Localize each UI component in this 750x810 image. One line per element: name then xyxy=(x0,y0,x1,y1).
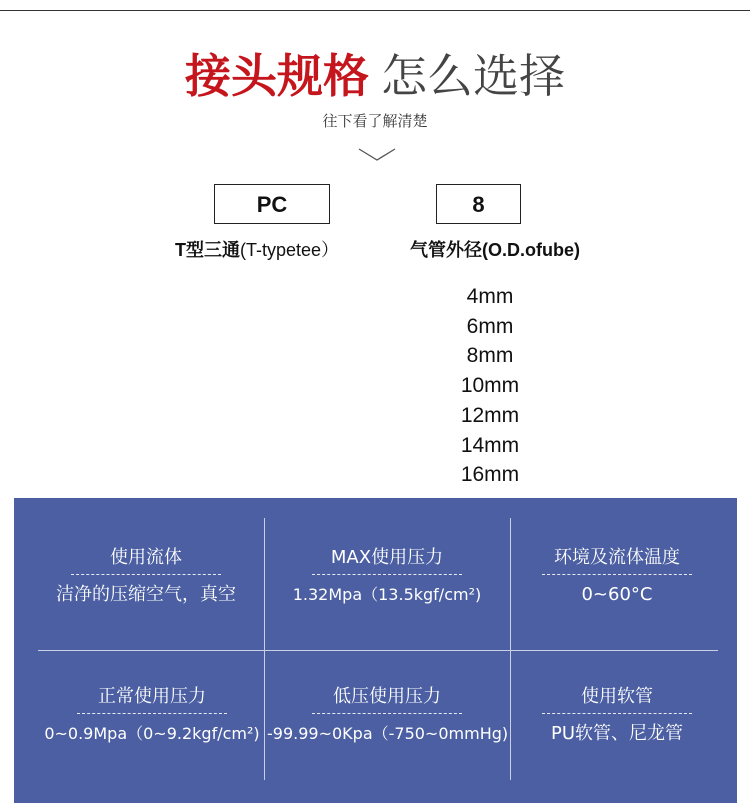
size-item: 12mm xyxy=(460,403,520,427)
page-title xyxy=(0,46,750,106)
spec-dash xyxy=(312,574,462,575)
spec-cell-fluid xyxy=(26,546,266,607)
top-divider xyxy=(0,10,750,11)
od-code-box: 8 xyxy=(436,184,521,224)
spec-value: PU软管、尼龙管 xyxy=(550,723,684,744)
size-item: 10mm xyxy=(460,374,520,398)
spec-cell-temperature xyxy=(497,546,737,607)
size-item: 14mm xyxy=(460,433,520,457)
spec-label: MAX使用压力 xyxy=(330,547,444,568)
spec-cell-normal-pressure xyxy=(32,685,272,746)
page-subtitle: 往下看了解清楚 xyxy=(322,112,428,130)
spec-dash xyxy=(312,713,462,714)
spec-cell-hose xyxy=(497,685,737,746)
spec-dash xyxy=(542,574,692,575)
spec-panel xyxy=(14,498,737,803)
size-item: 16mm xyxy=(460,463,520,487)
spec-label: 正常使用压力 xyxy=(98,686,206,707)
size-item: 4mm xyxy=(466,285,514,308)
spec-dash xyxy=(542,713,692,714)
spec-label: 使用流体 xyxy=(110,547,182,568)
chevron-down-icon xyxy=(358,146,396,162)
spec-cell-max-pressure xyxy=(267,546,507,607)
spec-label: 使用软管 xyxy=(581,686,653,707)
spec-value: -99.99~0Kpa（-750~0mmHg) xyxy=(267,724,509,743)
size-item: 6mm xyxy=(466,314,514,338)
spec-label: 低压使用压力 xyxy=(333,686,441,707)
size-list xyxy=(440,282,540,490)
spec-value: 0~0.9Mpa（0~9.2kgf/cm²) xyxy=(44,724,260,743)
spec-dash xyxy=(71,574,221,575)
type-label-cn: T型三通 xyxy=(175,240,240,260)
spec-value: 1.32Mpa（13.5kgf/cm²) xyxy=(292,585,482,604)
spec-label: 环境及流体温度 xyxy=(554,547,680,568)
title-highlight: 接头规格 xyxy=(185,49,369,103)
row-divider xyxy=(38,650,718,651)
spec-value: 洁净的压缩空气，真空 xyxy=(56,584,236,605)
spec-value: 0~60°C xyxy=(581,584,653,605)
od-label: 气管外径(O.D.ofube) xyxy=(410,240,580,260)
type-label-en: (T-typetee） xyxy=(240,240,340,260)
spec-cell-low-pressure xyxy=(267,685,507,746)
title-rest: 怎么选择 xyxy=(381,49,565,103)
type-code-box: PC xyxy=(214,184,330,224)
spec-dash xyxy=(77,713,227,714)
size-item: 8mm xyxy=(466,344,514,368)
type-label xyxy=(175,237,339,263)
